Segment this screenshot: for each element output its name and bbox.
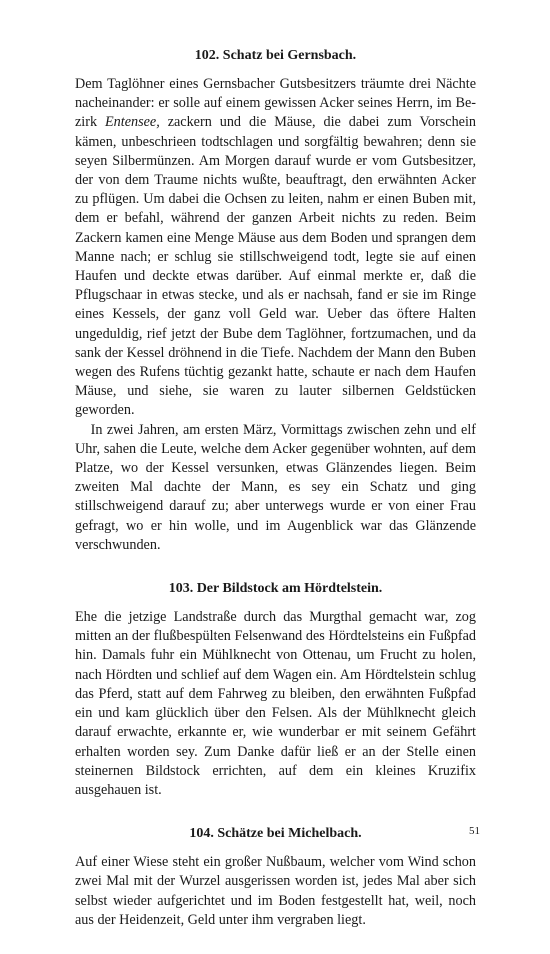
- section-title: 104. Schätze bei Michelbach.: [189, 826, 362, 842]
- paragraph-text: Auf einer Wiese steht ein großer Nußbaum, welcher vom Wind schon zwei Mal mit der Wurzel ausgerissen worden ist, jedes Mal aber sich selbst wieder aufgerichtet und im Boden festgestellt hat, weil, noch aus der Heidenzeit, Geld unter ihm vergraben liegt.: [75, 854, 476, 928]
- section-102: [75, 46, 476, 555]
- section-104: [75, 824, 476, 930]
- section-title: 103. Der Bildstock am Hördtelstein.: [168, 581, 383, 597]
- book-page: [75, 46, 476, 954]
- paragraph: [75, 421, 476, 555]
- paragraph: [75, 75, 476, 421]
- paragraph-text: Dem Taglöhner eines Gernsbacher Gutsbesitzers träumte drei Nächte nacheinander: er solle auf einem gewissen Acker seines Herrn, im Bezirk: [75, 76, 476, 131]
- section-title: 102. Schatz bei Gernsbach.: [194, 48, 357, 63]
- paragraph-italic-text: Entensee,: [105, 114, 160, 131]
- section-103: [75, 579, 476, 800]
- paragraph: [75, 853, 476, 930]
- paragraph: [75, 608, 476, 800]
- paragraph-text: In zwei Jahren, am ersten März, Vormittags zwischen zehn und elf Uhr, sahen die Leute, welche dem Acker gegenüber wohnten, auf dem Platze, wo der Kessel versunken, etwas Glänzendes liegen. Beim zweiten Mal dachte der Mann, es sey ein Schatz und ging stillschweigend darauf zu; aber unterwegs wurde er von einer Frau gefragt, wo er hin wolle, und im Augenblick war das Glänzende verschwunden.: [75, 421, 476, 553]
- paragraph-text: zackern und die Mäuse, die dabei zum Vorschein kämen, unbeschrieen todtschlagen und sorgfältig bewahren; denn sie seyen Silbermünzen. Am Morgen darauf wurde er vom Gutsbesitzer, der von dem Traume nichts wußte, beauftragt, den erwähnten Acker zu pflügen. Um dabei die Ochsen zu leiten, nahm er einen Buben mit, dem er befahl, während der ganzen Arbeit nichts zu reden. Beim Zackern kamen eine Menge Mäuse aus dem Boden und sprangen dem Manne nach; er schlug sie stillschweigend todt, legte sie auf einen Haufen und deckte etwas darüber. Auf einmal merkte er, daß die Pflugschaar in etwas stecke, und als er nachsah, fand er sie im Ringe eines Kessels, der ganz voll Geld war. Ueber das öftere Halten ungeduldig, rief jetzt der Bube dem Taglöhner, fortzumachen, und da sank der Kessel dröhnend in die Tiefe. Nachdem der Mann den Buben wegen des Rufens tüchtig gezankt hatte, schaute er nach dem Haufen Mäuse, und siehe, sie waren zu lauter silbernen Geldstücken geworden.: [75, 114, 476, 419]
- paragraph-text: Ehe die jetzige Landstraße durch das Murgthal gemacht war, zog mitten an der flußbespülten Felsenwand des Hördtelsteins ein Fußpfad hin. Damals fuhr ein Mühlknecht von Ottenau, um Frucht zu holen, nach Hördten und schlief auf dem Wagen ein. Am Hördtelstein schlug das Pferd, statt auf dem Fahrweg zu bleiben, den erwähnten Fußpfad ein und kam glücklich über den Felsen. Als der Mühlknecht gleich darauf erwachte, erkannte er, wie wunderbar er mit seinem Gefährt erhalten worden sey. Zum Danke dafür ließ er an der Stelle einen steinernen Bildstock errichten, auf dem ein kleines Kruzifix ausgehauen ist.: [75, 609, 476, 798]
- page-number: 51: [469, 825, 480, 837]
